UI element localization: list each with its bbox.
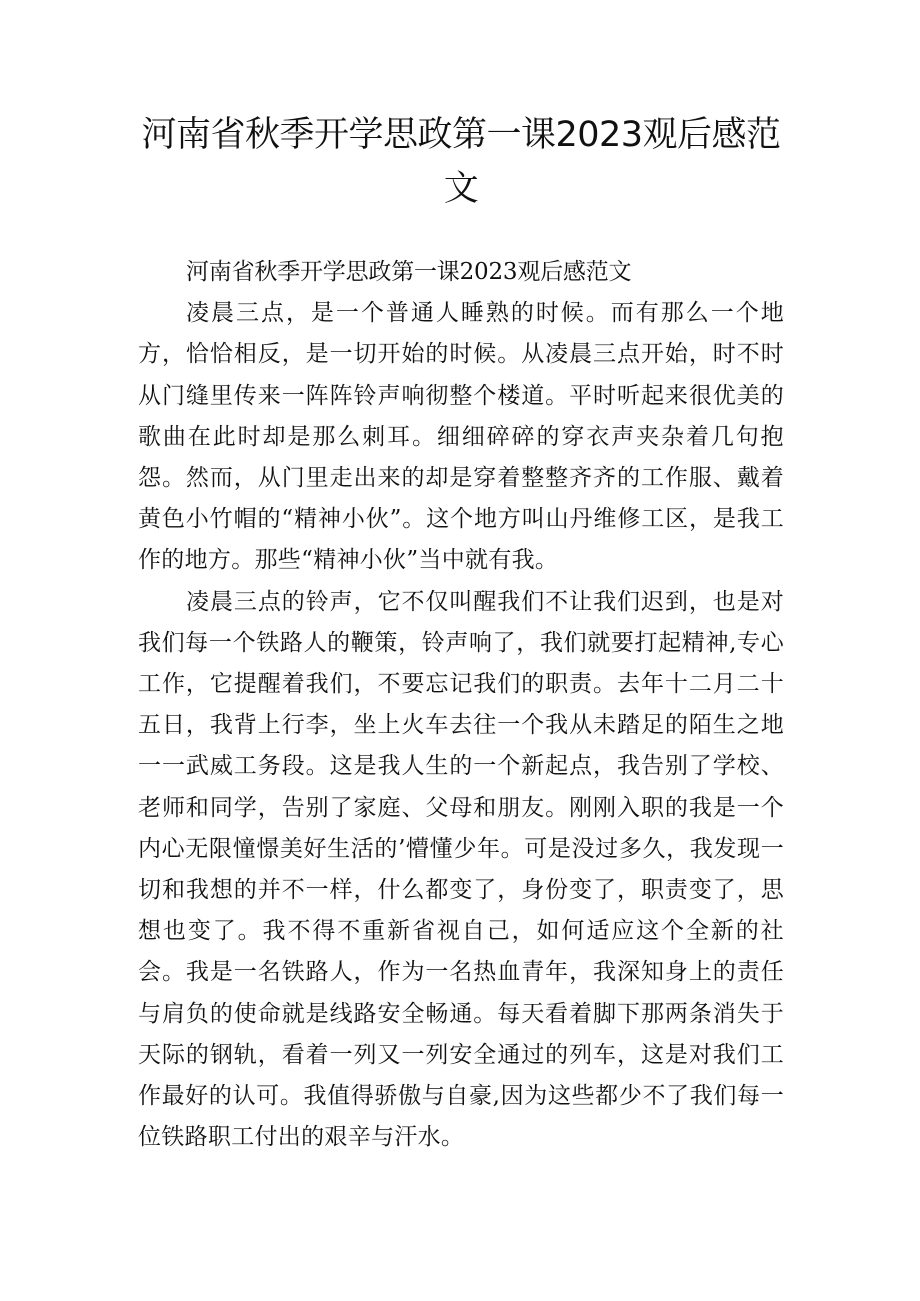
document-title xyxy=(138,108,784,216)
title-line-2: 文 xyxy=(443,169,479,209)
paragraph-2: 凌晨三点的铃声，它不仅叫醒我们不让我们迟到，也是对我们每一个铁路人的鞭策，铃声响了，我们就要打起精神,专心工作，它提醒着我们，不要忘记我们的职责。去年十二月二十五日，我背上行李，坐上火车去往一个我从未踏足的陌生之地一一武威工务段。这是我人生的一个新起点，我告别了学校、老师和同学，告别了家庭、父母和朋友。刚刚入职的我是一个内心无限憧憬美好生活的’懵懂少年。可是没过多久，我发现一切和我想的并不一样，什么都变了，身份变了，职责变了，思想也变了。我不得不重新省视自己，如何适应这个全新的社会。我是一名铁路人，作为一名热血青年，我深知身上的责任与肩负的使命就是线路安全畅通。每天看着脚下那两条消失于天际的钢轨，看着一列又一列安全通过的列车，这是对我们工作最好的认可。我值得骄傲与自豪,因为这些都少不了我们每一位铁路职工付出的艰辛与汗水。 xyxy=(138,588,784,1151)
title-line-1: 河南省秋季开学思政第一课2023观后感范 xyxy=(141,115,781,155)
document-body xyxy=(138,252,784,1158)
paragraph-1: 凌晨三点，是一个普通人睡熟的时候。而有那么一个地方，恰恰相反，是一切开始的时候。从凌晨三点开始，时不时从门缝里传来一阵阵铃声响彻整个楼道。平时听起来很优美的歌曲在此时却是那么刺耳。细细碎碎的穿衣声夹杂着几句抱怨。然而，从门里走出来的却是穿着整整齐齐的工作服、戴着黄色小竹帽的“精神小伙”。这个地方叫山丹维修工区，是我工作的地方。那些“精神小伙”当中就有我。 xyxy=(138,300,784,574)
paragraph-subtitle: 河南省秋季开学思政第一课2023观后感范文 xyxy=(186,259,632,285)
